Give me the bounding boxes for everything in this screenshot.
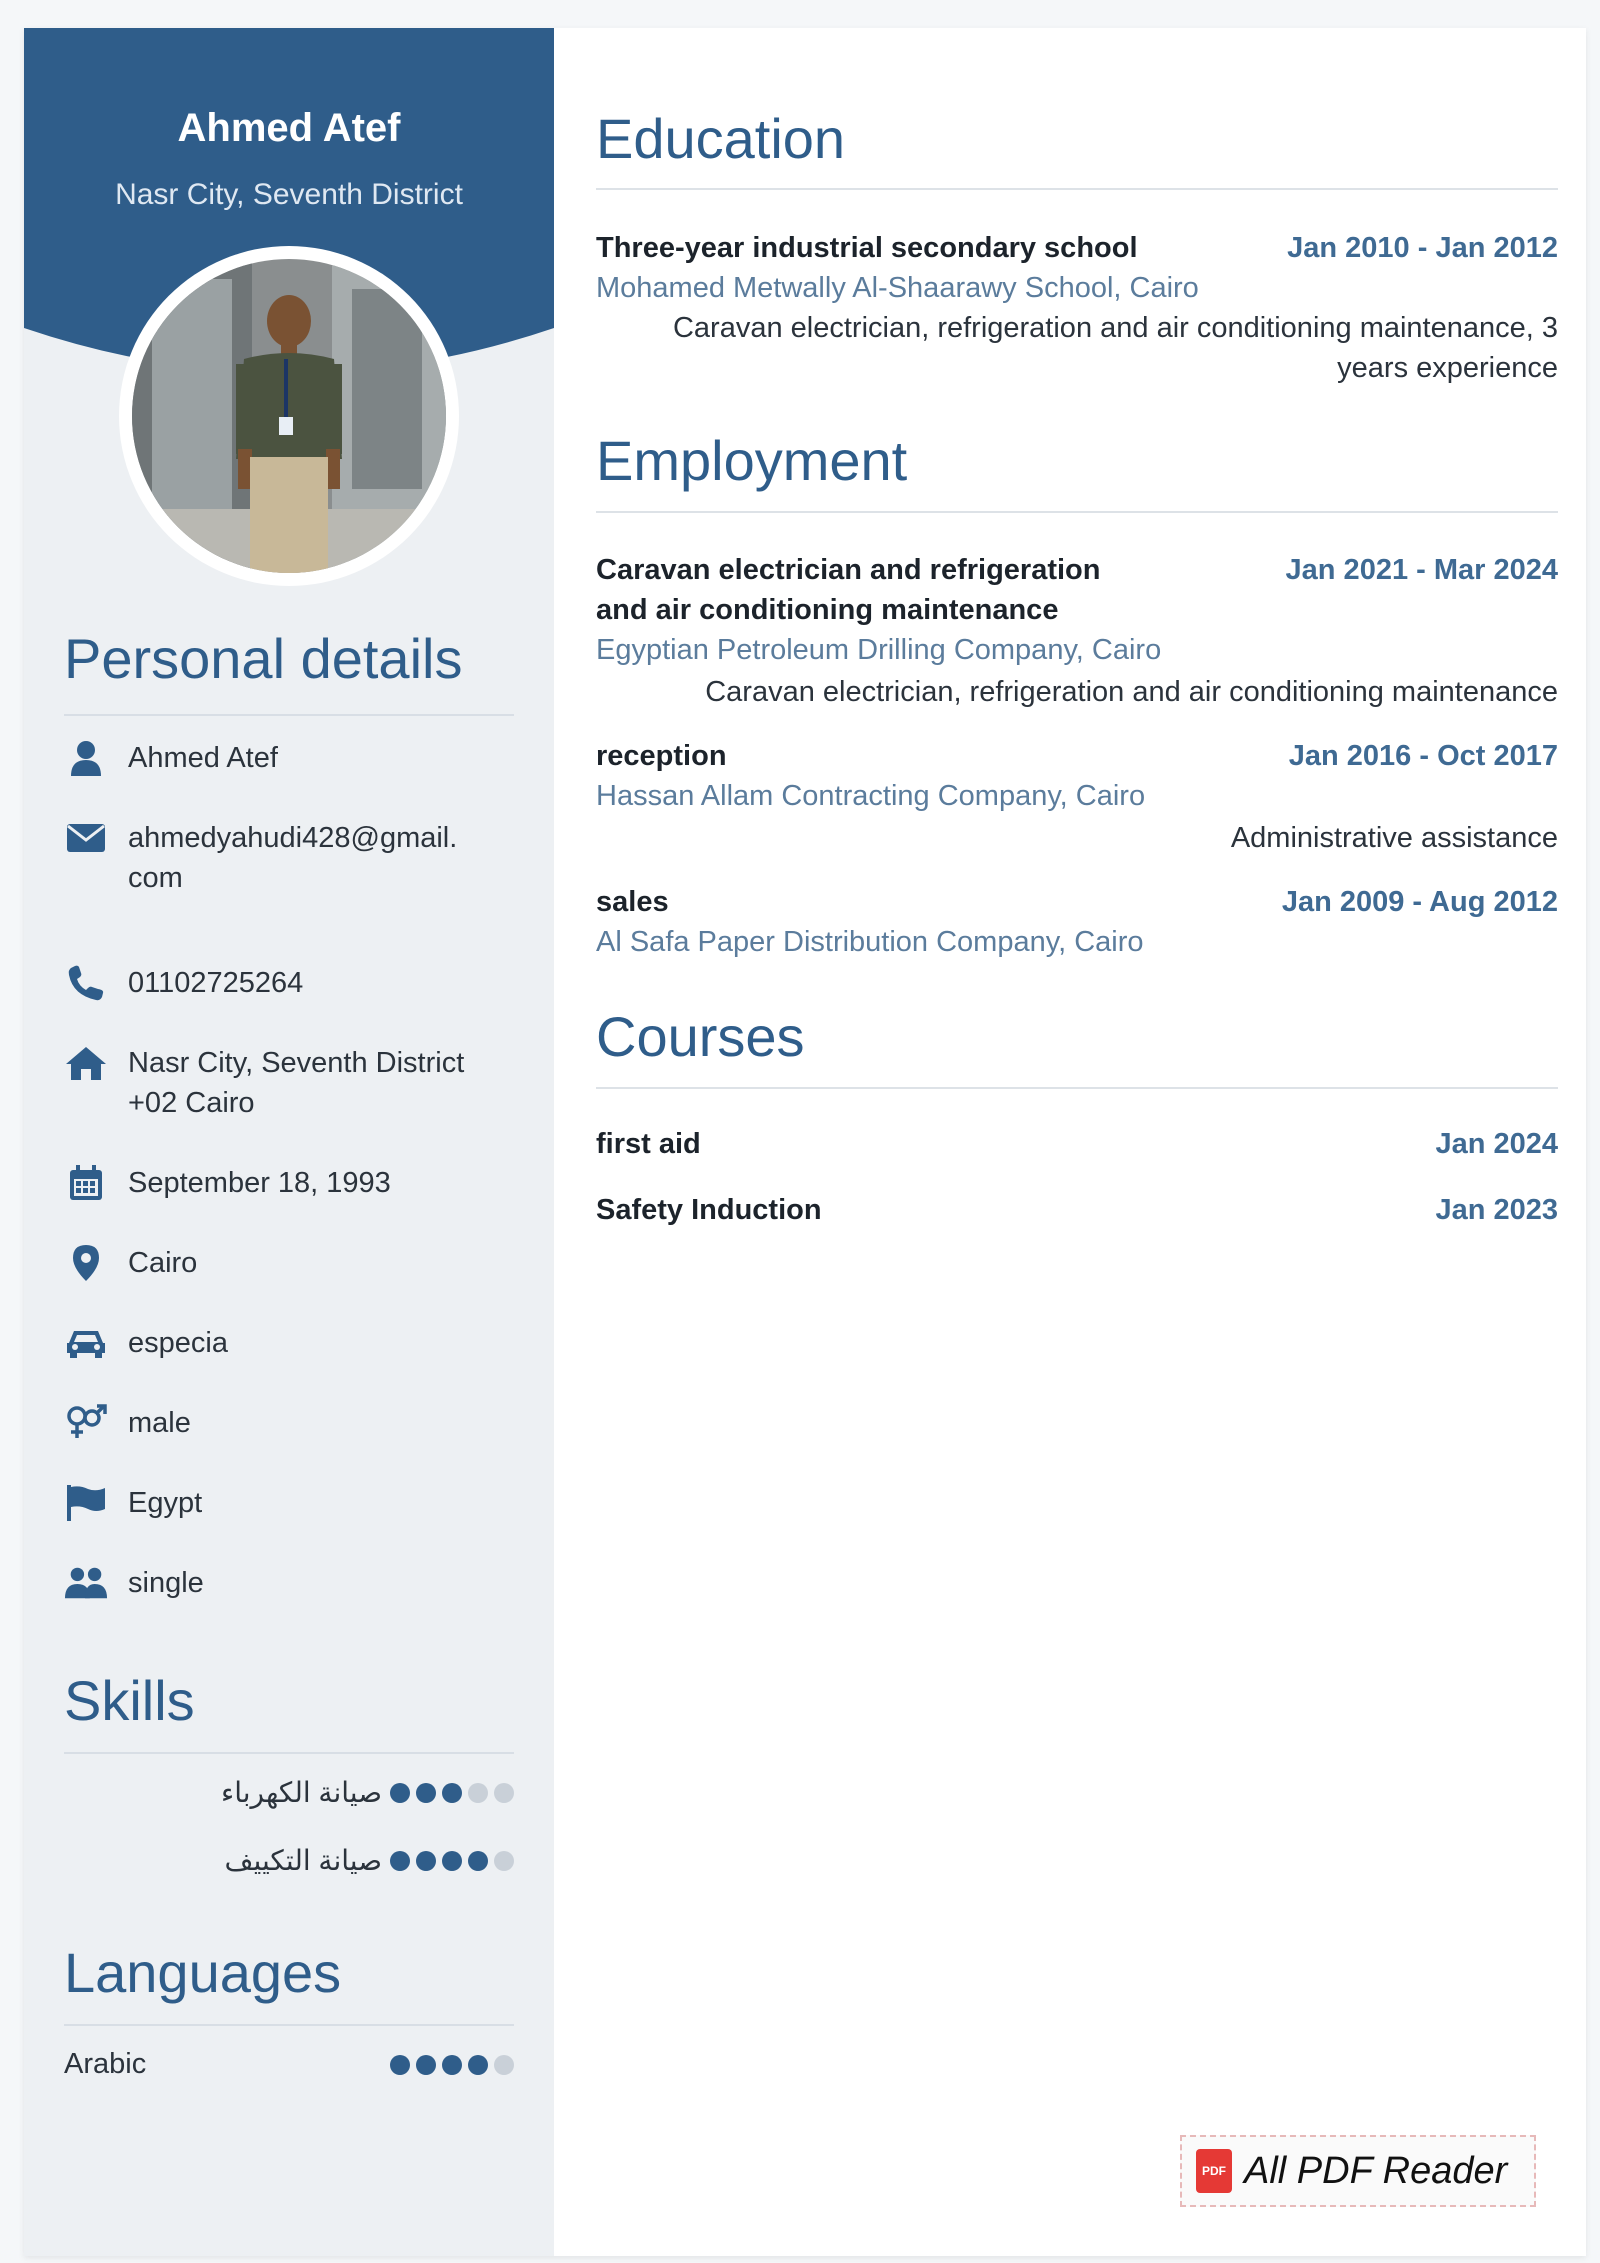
skill-rating [390, 1783, 514, 1803]
rating-dot-empty [468, 1783, 488, 1803]
education-entry-title: Three-year industrial secondary school [596, 232, 1138, 264]
skill-label: صيانة الكهرباء [221, 1777, 382, 1808]
employment-entry-desc: Caravan electrician, refrigeration and air conditioning maintenance [705, 676, 1558, 708]
languages-divider [64, 2024, 514, 2026]
personal-details-divider [64, 714, 514, 716]
education-entry-org: Mohamed Metwally Al-Shaarawy School, Cairo [596, 272, 1199, 304]
detail-address [64, 1043, 524, 1123]
education-title: Education [596, 107, 846, 170]
detail-nationality [64, 1483, 524, 1523]
phone-icon [64, 963, 108, 1003]
rating-dot-empty [494, 1851, 514, 1871]
profile-location: Nasr City, Seventh District [115, 178, 463, 211]
person-icon [64, 738, 108, 778]
watermark-label: All PDF Reader [1244, 2149, 1508, 2192]
employment-entry-org: Al Safa Paper Distribution Company, Cairo [596, 926, 1144, 958]
rating-dot-filled [416, 1783, 436, 1803]
rating-dot-filled [390, 2055, 410, 2075]
rating-dot-filled [442, 1783, 462, 1803]
rating-dot-filled [416, 2055, 436, 2075]
detail-marital-status [64, 1563, 524, 1603]
employment-entry-date: Jan 2021 - Mar 2024 [1285, 554, 1558, 586]
pdf-reader-watermark[interactable] [1180, 2135, 1536, 2207]
car-icon [64, 1323, 108, 1363]
courses-title: Courses [596, 1005, 805, 1068]
language-row [64, 2048, 514, 2081]
skill-row [64, 1776, 514, 1809]
rating-dot-filled [442, 2055, 462, 2075]
detail-text: September 18, 1993 [128, 1167, 391, 1199]
employment-divider [596, 511, 1558, 513]
courses-divider [596, 1087, 1558, 1089]
rating-dot-filled [416, 1851, 436, 1871]
home-icon [64, 1043, 108, 1083]
rating-dot-empty [494, 2055, 514, 2075]
users-icon [64, 1563, 108, 1603]
rating-dot-filled [390, 1783, 410, 1803]
detail-city [64, 1243, 524, 1283]
resume-page [24, 28, 1586, 2256]
detail-text: single [128, 1567, 204, 1599]
rating-dot-filled [442, 1851, 462, 1871]
employment-entry-desc: Administrative assistance [1230, 822, 1558, 854]
pdf-file-icon: PDF [1196, 2149, 1232, 2193]
employment-entry-title: sales [596, 886, 669, 918]
education-entry-desc: Caravan electrician, refrigeration and air conditioning maintenance, 3 years experience [672, 312, 1558, 384]
rating-dot-filled [468, 1851, 488, 1871]
employment-entry-title: Caravan electrician and refrigeration and air conditioning maintenance [596, 554, 1101, 626]
employment-entry-date: Jan 2016 - Oct 2017 [1288, 740, 1558, 772]
skills-divider [64, 1752, 514, 1754]
employment-entry-title: reception [596, 740, 727, 772]
avatar [132, 259, 446, 573]
language-label: Arabic [64, 2048, 147, 2080]
main-column [596, 28, 1558, 2256]
detail-name [64, 738, 524, 778]
course-date: Jan 2024 [1435, 1128, 1558, 1160]
sidebar [24, 28, 554, 2256]
course-title: first aid [596, 1128, 701, 1160]
education-divider [596, 188, 1558, 190]
course-date: Jan 2023 [1435, 1194, 1558, 1226]
detail-text: Cairo [128, 1247, 198, 1279]
skill-row [64, 1844, 514, 1877]
envelope-icon [64, 818, 108, 858]
languages-title: Languages [64, 1941, 342, 2004]
education-entry-date: Jan 2010 - Jan 2012 [1287, 232, 1558, 264]
detail-license [64, 1323, 524, 1363]
language-rating [390, 2055, 514, 2075]
calendar-icon [64, 1163, 108, 1203]
detail-text: especia [128, 1327, 228, 1359]
detail-text: Nasr City, Seventh District +02 Cairo [128, 1047, 465, 1119]
rating-dot-empty [494, 1783, 514, 1803]
skills-title: Skills [64, 1669, 195, 1732]
map-pin-icon [64, 1243, 108, 1283]
detail-text: Egypt [128, 1487, 203, 1519]
detail-birthdate [64, 1163, 524, 1203]
detail-text: ahmedyahudi428@gmail. com [128, 822, 458, 894]
detail-email [64, 818, 524, 898]
profile-name: Ahmed Atef [177, 106, 401, 150]
detail-text: 01102725264 [128, 967, 304, 999]
detail-text: male [128, 1407, 191, 1439]
employment-entry-org: Egyptian Petroleum Drilling Company, Cairo [596, 634, 1162, 666]
skill-label: صيانة التكييف [224, 1845, 382, 1876]
personal-details-title: Personal details [64, 627, 463, 690]
course-title: Safety Induction [596, 1194, 822, 1226]
detail-gender [64, 1403, 524, 1443]
gender-icon [64, 1403, 108, 1443]
employment-entry-date: Jan 2009 - Aug 2012 [1281, 886, 1558, 918]
employment-entry-org: Hassan Allam Contracting Company, Cairo [596, 780, 1146, 812]
rating-dot-filled [390, 1851, 410, 1871]
employment-title: Employment [596, 429, 908, 492]
detail-text: Ahmed Atef [128, 742, 278, 774]
skill-rating [390, 1851, 514, 1871]
rating-dot-filled [468, 2055, 488, 2075]
detail-phone [64, 963, 524, 1003]
flag-icon [64, 1483, 108, 1523]
